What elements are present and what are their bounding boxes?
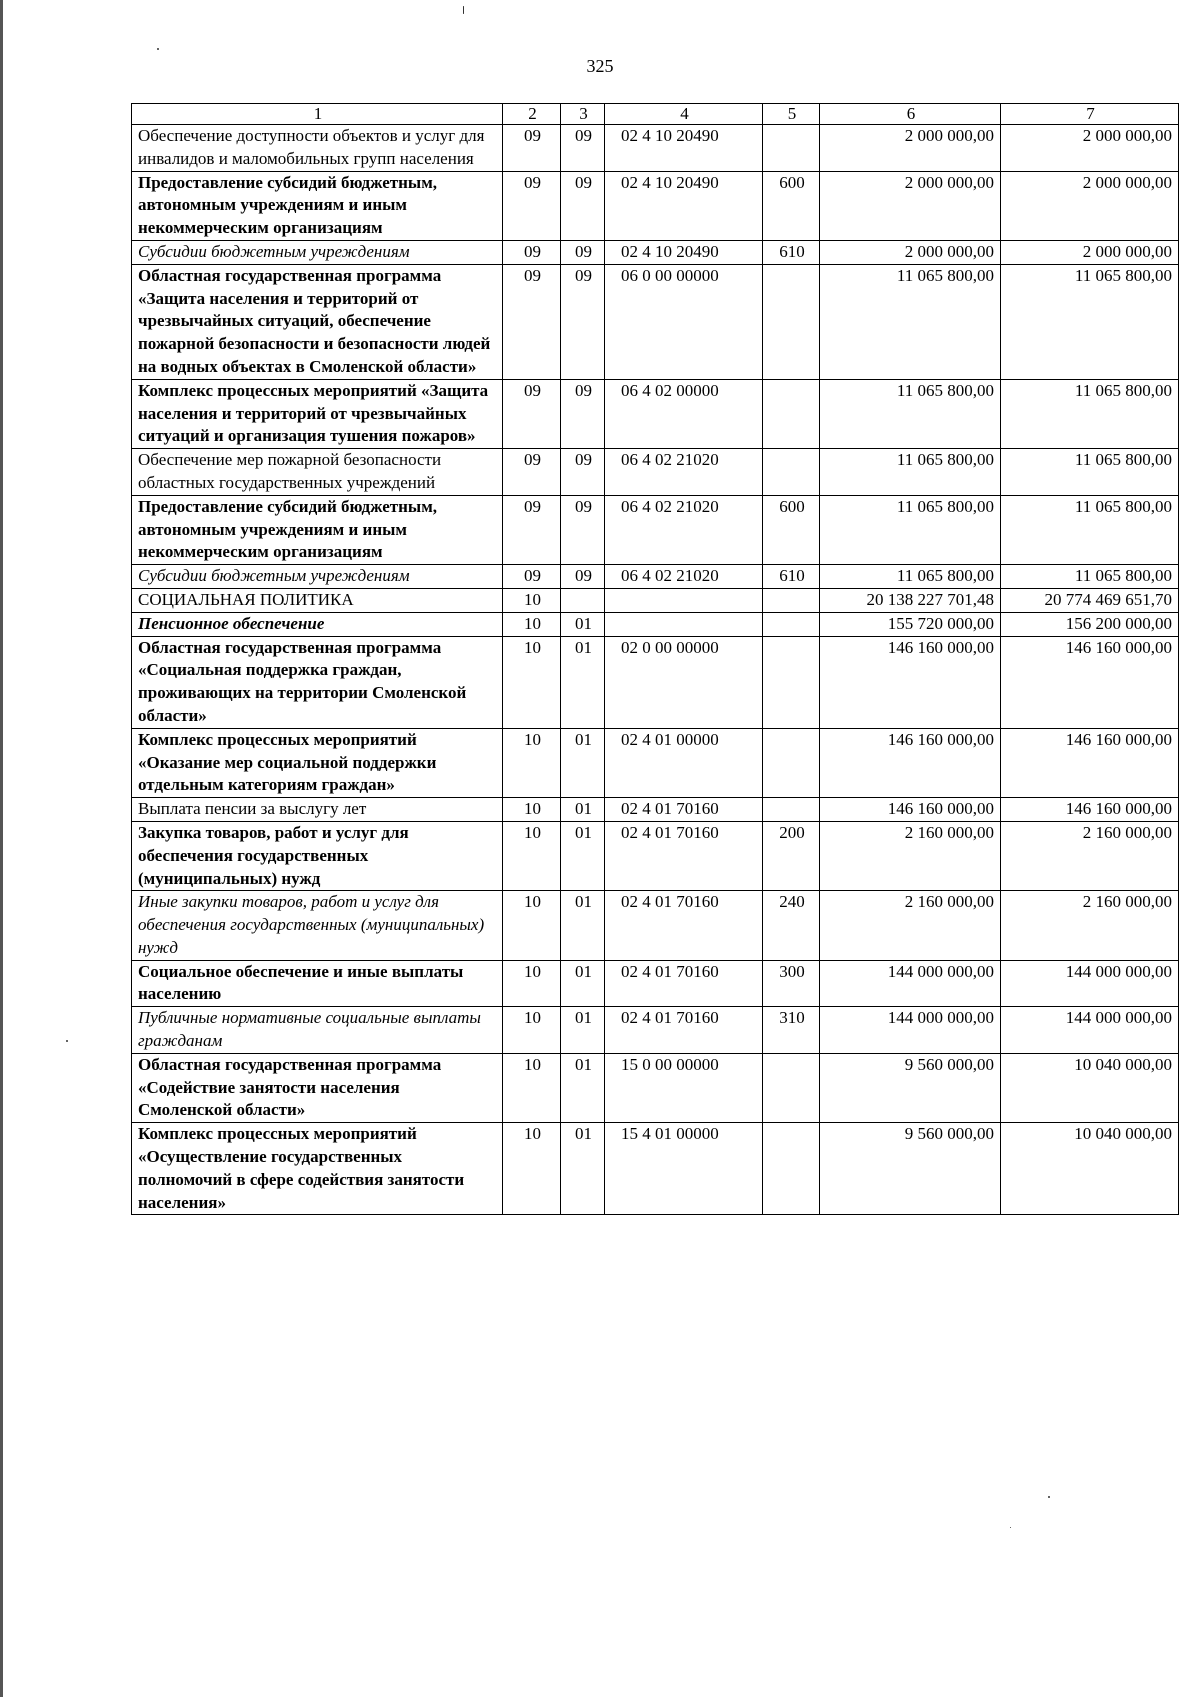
target-article-code: 15 4 01 00000: [605, 1123, 763, 1215]
subsection-code: 09: [561, 240, 605, 264]
header-row: [132, 104, 1179, 125]
table-row: [132, 495, 1179, 564]
amount-year-1: 20 138 227 701,48: [820, 588, 1001, 612]
expense-type-code: [763, 449, 820, 496]
table-row: [132, 728, 1179, 797]
expense-type-code: 300: [763, 960, 820, 1007]
amount-year-2: 144 000 000,00: [1001, 960, 1179, 1007]
section-code: 09: [503, 449, 561, 496]
table-row: [132, 379, 1179, 448]
row-name: Закупка товаров, работ и услуг для обеспечения государственных (муниципальных) нужд: [132, 821, 503, 890]
section-code: 10: [503, 636, 561, 728]
amount-year-1: 146 160 000,00: [820, 798, 1001, 822]
table-row: [132, 125, 1179, 172]
table-row: [132, 264, 1179, 379]
amount-year-1: 11 065 800,00: [820, 264, 1001, 379]
amount-year-1: 2 000 000,00: [820, 171, 1001, 240]
expense-type-code: [763, 588, 820, 612]
amount-year-2: 11 065 800,00: [1001, 264, 1179, 379]
amount-year-2: 10 040 000,00: [1001, 1053, 1179, 1122]
row-name: Публичные нормативные социальные выплаты гражданам: [132, 1007, 503, 1054]
target-article-code: 02 4 01 70160: [605, 891, 763, 960]
table-row: [132, 1007, 1179, 1054]
amount-year-1: 2 000 000,00: [820, 240, 1001, 264]
section-code: 10: [503, 891, 561, 960]
amount-year-1: 2 000 000,00: [820, 125, 1001, 172]
amount-year-1: 155 720 000,00: [820, 612, 1001, 636]
section-code: 10: [503, 728, 561, 797]
target-article-code: [605, 588, 763, 612]
expense-type-code: 600: [763, 171, 820, 240]
table-row: [132, 171, 1179, 240]
amount-year-2: 144 000 000,00: [1001, 1007, 1179, 1054]
amount-year-2: 2 000 000,00: [1001, 171, 1179, 240]
amount-year-2: 146 160 000,00: [1001, 798, 1179, 822]
subsection-code: 01: [561, 891, 605, 960]
table-row: [132, 612, 1179, 636]
row-name: Субсидии бюджетным учреждениям: [132, 565, 503, 589]
subsection-code: 01: [561, 1007, 605, 1054]
row-name: Областная государственная программа «Содействие занятости населения Смоленской области»: [132, 1053, 503, 1122]
subsection-code: 01: [561, 612, 605, 636]
expense-type-code: 600: [763, 495, 820, 564]
subsection-code: 09: [561, 449, 605, 496]
page-number: 325: [586, 56, 614, 76]
section-code: 09: [503, 495, 561, 564]
amount-year-1: 2 160 000,00: [820, 891, 1001, 960]
expense-type-code: 610: [763, 565, 820, 589]
section-code: 10: [503, 1007, 561, 1054]
target-article-code: 02 0 00 00000: [605, 636, 763, 728]
target-article-code: 02 4 01 70160: [605, 1007, 763, 1054]
expense-type-code: 610: [763, 240, 820, 264]
amount-year-1: 9 560 000,00: [820, 1053, 1001, 1122]
subsection-code: [561, 588, 605, 612]
row-name: Комплекс процессных мероприятий «Защита населения и территорий от чрезвычайных ситуаций и организация тушения пожаров»: [132, 379, 503, 448]
target-article-code: 06 4 02 21020: [605, 565, 763, 589]
scan-edge: [0, 0, 3, 1697]
section-code: 09: [503, 565, 561, 589]
scan-speck: [157, 48, 159, 50]
target-article-code: 02 4 01 70160: [605, 798, 763, 822]
row-name: Областная государственная программа «Защита населения и территорий от чрезвычайных ситуаций, обеспечение пожарной безопасности и безопасности людей на водных объектах в Смоленской области»: [132, 264, 503, 379]
section-code: 09: [503, 379, 561, 448]
amount-year-1: 146 160 000,00: [820, 728, 1001, 797]
target-article-code: 02 4 10 20490: [605, 171, 763, 240]
subsection-code: 01: [561, 960, 605, 1007]
target-article-code: 06 4 02 00000: [605, 379, 763, 448]
subsection-code: 09: [561, 125, 605, 172]
amount-year-1: 11 065 800,00: [820, 565, 1001, 589]
row-name: Комплекс процессных мероприятий «Осуществление государственных полномочий в сфере содействия занятости населения»: [132, 1123, 503, 1215]
target-article-code: [605, 612, 763, 636]
amount-year-2: 11 065 800,00: [1001, 379, 1179, 448]
table-row: [132, 449, 1179, 496]
row-name: Выплата пенсии за выслугу лет: [132, 798, 503, 822]
row-name: Обеспечение мер пожарной безопасности областных государственных учреждений: [132, 449, 503, 496]
section-code: 09: [503, 125, 561, 172]
subsection-code: 09: [561, 379, 605, 448]
row-name: Предоставление субсидий бюджетным, автономным учреждениям и иным некоммерческим организациям: [132, 171, 503, 240]
section-code: 10: [503, 588, 561, 612]
table-row: [132, 636, 1179, 728]
target-article-code: 02 4 01 70160: [605, 821, 763, 890]
expense-type-code: [763, 798, 820, 822]
subsection-code: 09: [561, 171, 605, 240]
scan-speck: [463, 6, 464, 14]
amount-year-2: 2 160 000,00: [1001, 821, 1179, 890]
target-article-code: 02 4 10 20490: [605, 240, 763, 264]
table-row: [132, 1053, 1179, 1122]
subsection-code: 09: [561, 565, 605, 589]
table-row: [132, 1123, 1179, 1215]
section-code: 10: [503, 1053, 561, 1122]
subsection-code: 01: [561, 798, 605, 822]
amount-year-1: 2 160 000,00: [820, 821, 1001, 890]
table-row: [132, 891, 1179, 960]
row-name: Иные закупки товаров, работ и услуг для обеспечения государственных (муниципальных) нужд: [132, 891, 503, 960]
amount-year-2: 146 160 000,00: [1001, 728, 1179, 797]
amount-year-2: 11 065 800,00: [1001, 565, 1179, 589]
subsection-code: 09: [561, 264, 605, 379]
target-article-code: 06 4 02 21020: [605, 495, 763, 564]
column-header: 5: [763, 104, 820, 125]
target-article-code: 06 4 02 21020: [605, 449, 763, 496]
expense-type-code: [763, 728, 820, 797]
section-code: 09: [503, 264, 561, 379]
subsection-code: 01: [561, 728, 605, 797]
amount-year-1: 11 065 800,00: [820, 449, 1001, 496]
amount-year-1: 144 000 000,00: [820, 960, 1001, 1007]
table-row: [132, 588, 1179, 612]
expense-type-code: 200: [763, 821, 820, 890]
table-row: [132, 960, 1179, 1007]
section-code: 09: [503, 171, 561, 240]
amount-year-2: 146 160 000,00: [1001, 636, 1179, 728]
column-header: 4: [605, 104, 763, 125]
section-code: 10: [503, 612, 561, 636]
column-header: 3: [561, 104, 605, 125]
expense-type-code: 240: [763, 891, 820, 960]
table-row: [132, 565, 1179, 589]
amount-year-2: 11 065 800,00: [1001, 449, 1179, 496]
target-article-code: 15 0 00 00000: [605, 1053, 763, 1122]
amount-year-1: 11 065 800,00: [820, 379, 1001, 448]
section-code: 10: [503, 821, 561, 890]
expense-type-code: [763, 1123, 820, 1215]
amount-year-2: 10 040 000,00: [1001, 1123, 1179, 1215]
table-row: [132, 240, 1179, 264]
column-header: 1: [132, 104, 503, 125]
subsection-code: 09: [561, 495, 605, 564]
expense-type-code: [763, 264, 820, 379]
row-name: Пенсионное обеспечение: [132, 612, 503, 636]
table-row: [132, 798, 1179, 822]
section-code: 10: [503, 1123, 561, 1215]
amount-year-1: 11 065 800,00: [820, 495, 1001, 564]
column-header: 6: [820, 104, 1001, 125]
row-name: Предоставление субсидий бюджетным, автономным учреждениям и иным некоммерческим организациям: [132, 495, 503, 564]
row-name: Областная государственная программа «Социальная поддержка граждан, проживающих на территории Смоленской области»: [132, 636, 503, 728]
section-code: 10: [503, 798, 561, 822]
expense-type-code: [763, 1053, 820, 1122]
amount-year-2: 2 000 000,00: [1001, 125, 1179, 172]
row-name: Социальное обеспечение и иные выплаты населению: [132, 960, 503, 1007]
amount-year-1: 146 160 000,00: [820, 636, 1001, 728]
scan-speck: [1010, 1527, 1011, 1528]
table-row: [132, 821, 1179, 890]
expense-type-code: 310: [763, 1007, 820, 1054]
target-article-code: 02 4 10 20490: [605, 125, 763, 172]
subsection-code: 01: [561, 821, 605, 890]
amount-year-1: 144 000 000,00: [820, 1007, 1001, 1054]
subsection-code: 01: [561, 636, 605, 728]
amount-year-2: 156 200 000,00: [1001, 612, 1179, 636]
amount-year-2: 2 000 000,00: [1001, 240, 1179, 264]
target-article-code: 06 0 00 00000: [605, 264, 763, 379]
scan-speck: [66, 1040, 68, 1042]
amount-year-2: 20 774 469 651,70: [1001, 588, 1179, 612]
row-name: Комплекс процессных мероприятий «Оказание мер социальной поддержки отдельным категориям граждан»: [132, 728, 503, 797]
target-article-code: 02 4 01 70160: [605, 960, 763, 1007]
target-article-code: 02 4 01 00000: [605, 728, 763, 797]
scan-speck: [1048, 1496, 1050, 1498]
expense-type-code: [763, 612, 820, 636]
section-code: 10: [503, 960, 561, 1007]
expense-type-code: [763, 379, 820, 448]
subsection-code: 01: [561, 1053, 605, 1122]
row-name: Субсидии бюджетным учреждениям: [132, 240, 503, 264]
expense-type-code: [763, 636, 820, 728]
amount-year-1: 9 560 000,00: [820, 1123, 1001, 1215]
column-header: 2: [503, 104, 561, 125]
amount-year-2: 11 065 800,00: [1001, 495, 1179, 564]
section-code: 09: [503, 240, 561, 264]
row-name: СОЦИАЛЬНАЯ ПОЛИТИКА: [132, 588, 503, 612]
budget-table: [131, 103, 1179, 1215]
column-header: 7: [1001, 104, 1179, 125]
amount-year-2: 2 160 000,00: [1001, 891, 1179, 960]
expense-type-code: [763, 125, 820, 172]
row-name: Обеспечение доступности объектов и услуг для инвалидов и маломобильных групп населения: [132, 125, 503, 172]
subsection-code: 01: [561, 1123, 605, 1215]
